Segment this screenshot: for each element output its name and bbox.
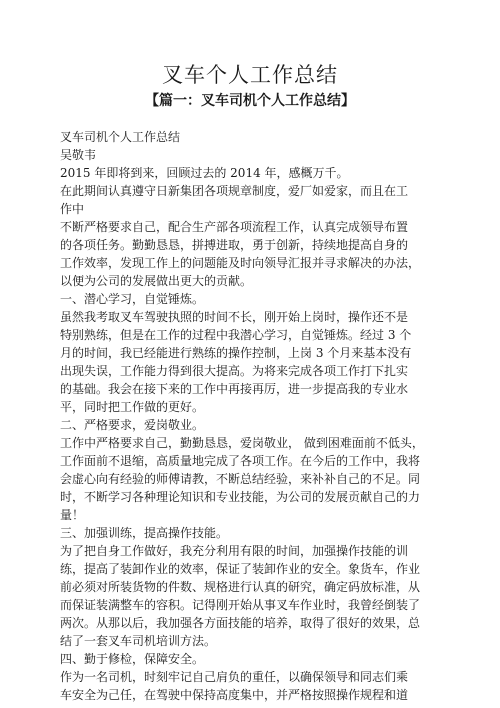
text-line: 时，不断学习各种理论知识和专业技能，为公司的发展贡献自己的力 <box>60 490 421 504</box>
text-line: 的各项任务。勤勤恳恳，拼搏进取，勇于创新，持续地提高自身的 <box>60 238 409 252</box>
text-line: 工作中严格要求自己，勤勤恳恳，爱岗敬业， 做到困难面前不低头， <box>60 436 424 450</box>
text-line: 车安全为己任，在驾驶中保持高度集中，并严格按照操作规程和道 <box>60 688 409 702</box>
text-line: 为了把自身工作做好，我充分利用有限的时间，加强操作技能的训 <box>60 544 409 558</box>
text-line: 而保证装满整车的容积。记得刚开始从事叉车作业时，我曾经倒装了 <box>60 598 421 612</box>
text-line: 前必须对所装货物的件数、规格进行认真的研究，确定码放标准，从 <box>60 580 421 594</box>
text-line: 平，同时把工作做的更好。 <box>60 400 205 414</box>
text-line: 练，提高了装卸作业的效率，保证了装卸作业的安全。象货车，作业 <box>60 562 421 576</box>
text-line: 在此期间认真遵守日新集团各项规章制度，爱厂如爱家，而且在工 <box>60 184 409 198</box>
section-heading: 三、加强训练，提高操作技能。 <box>60 526 229 540</box>
text-line: 量！ <box>60 508 85 522</box>
text-line: 工作面前不退缩，高质量地完成了各项工作。在今后的工作中，我将 <box>60 454 421 468</box>
text-line: 的基础。我会在接下来的工作中再接再厉，进一步提高我的专业水 <box>60 382 409 396</box>
text-line: 作中 <box>60 202 85 216</box>
section-heading: 四、勤于修检，保障安全。 <box>60 652 205 666</box>
text-line: 两次。从那以后，我加强各方面技能的培养，取得了很好的效果，总 <box>60 616 421 630</box>
text-line: 结了一套叉车司机培训方法。 <box>60 634 217 648</box>
text-line: 叉车司机个人工作总结 <box>60 130 181 144</box>
text-line: 工作效率，发现工作上的问题能及时向领导汇报并寻求解决的办法， <box>60 256 421 270</box>
text-line: 虽然我考取叉车驾驶执照的时间不长，刚开始上岗时，操作还不是 <box>60 310 409 324</box>
text-line: 不断严格要求自己，配合生产部各项流程工作，认真完成领导布置 <box>60 220 409 234</box>
section-heading: 一、潜心学习，自觉锤炼。 <box>60 292 205 306</box>
text-line: 作为一名司机，时刻牢记自己肩负的重任，以确保领导和同志们乘 <box>60 670 409 684</box>
text-line: 出现失误，工作能力得到很大提高。为将来完成各项工作打下扎实 <box>60 364 409 378</box>
text-line: 会虚心向有经验的师傅请教，不断总结经验，来补补自己的不足。同 <box>60 472 421 486</box>
text-line: 2015 年即将到来，回顾过去的 2014 年，感概万千。 <box>60 166 349 180</box>
text-line: 月的时间，我已经能进行熟练的操作控制，上岗 3 个月来基本没有 <box>60 346 412 360</box>
text-line: 吴敬韦 <box>60 148 97 162</box>
document-title: 叉车个人工作总结 <box>162 63 338 87</box>
text-line: 以便为公司的发展做出更大的贡献。 <box>60 274 253 288</box>
section-heading: 二、严格要求，爱岗敬业。 <box>60 418 205 432</box>
text-line: 特别熟练，但是在工作的过程中我潜心学习，自觉锤炼。经过 3 个 <box>60 328 412 342</box>
document-subtitle: 【篇一：叉车司机个人工作总结】 <box>145 93 355 109</box>
